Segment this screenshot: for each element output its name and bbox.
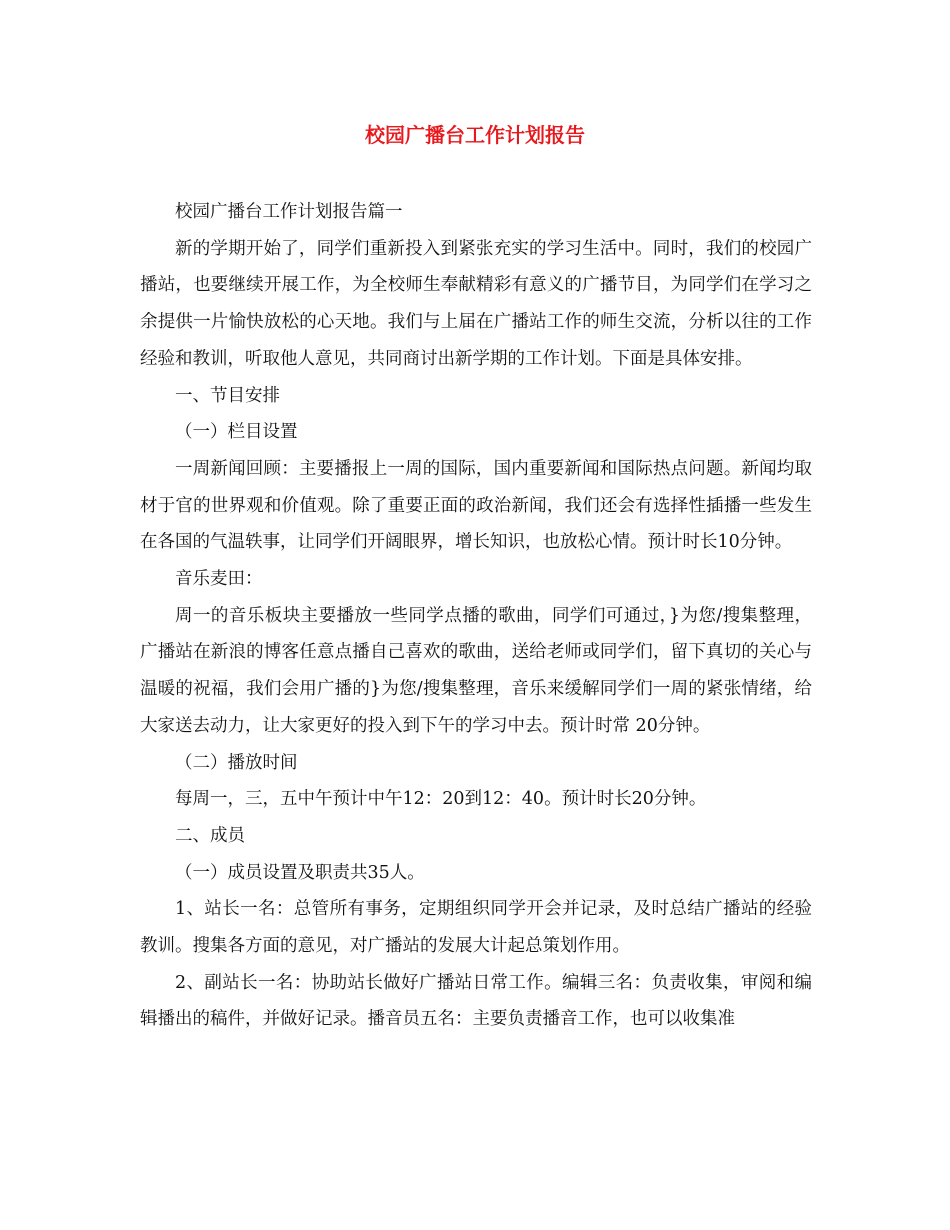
paragraph-music-details: 周一的音乐板块主要播放一些同学点播的歌曲，同学们可通过，}为您/搜集整理，广播站在新浪的博客任意点播自己喜欢的歌曲，送给老师或同学们，留下真切的关心与温暖的祝福，我们会用广播的}为您/搜集整理，音乐来缓解同学们一周的紧张情绪，给大家送去动力，让大家更好的投入到下午的学习中去。预计时常 20分钟。 bbox=[140, 605, 812, 736]
paragraph-role-deputy: 2、副站长一名：协助站长做好广播站日常工作。编辑三名：负责收集，审阅和编辑播出的稿件，并做好记录。播音员五名：主要负责播音工作，也可以收集准 bbox=[140, 972, 812, 1030]
document-body bbox=[140, 194, 812, 1038]
section-heading-members: 二、成员 bbox=[175, 825, 245, 846]
subsection-heading-schedule: （二）播放时间 bbox=[175, 752, 298, 773]
paragraph-role-leader: 1、站长一名：总管所有事务，定期组织同学开会并记录，及时总结广播站的经验教训。搜集各方面的意见，对广播站的发展大计起总策划作用。 bbox=[140, 899, 812, 957]
document-title: 校园广播台工作计划报告 bbox=[365, 123, 585, 147]
subsection-heading-roles: （一）成员设置及职责共35人。 bbox=[175, 862, 425, 883]
paragraph-intro: 新的学期开始了，同学们重新投入到紧张充实的学习生活中。同时，我们的校园广播站，也要继续开展工作，为全校师生奉献精彩有意义的广播节目，为同学们在学习之余提供一片愉快放松的心天地。我们与上届在广播站工作的师生交流，分析以往的工作经验和教训，听取他人意见，共同商讨出新学期的工作计划。下面是具体安排。 bbox=[140, 238, 812, 369]
subsection-heading-columns: （一）栏目设置 bbox=[175, 422, 298, 443]
paragraph-music-label: 音乐麦田： bbox=[175, 569, 263, 590]
paragraph-schedule: 每周一，三，五中午预计中午12：20到12：40。预计时长20分钟。 bbox=[175, 789, 707, 810]
paragraph-subtitle: 校园广播台工作计划报告篇一 bbox=[175, 202, 403, 222]
paragraph-weekly-news: 一周新闻回顾：主要播报上一周的国际，国内重要新闻和国际热点问题。新闻均取材于官的世界观和价值观。除了重要正面的政治新闻，我们还会有选择性插播一些发生在各国的气温轶事，让同学们开阔眼界，增长知识，也放松心情。预计时长10分钟。 bbox=[140, 458, 812, 553]
section-heading-program: 一、节目安排 bbox=[175, 385, 280, 406]
